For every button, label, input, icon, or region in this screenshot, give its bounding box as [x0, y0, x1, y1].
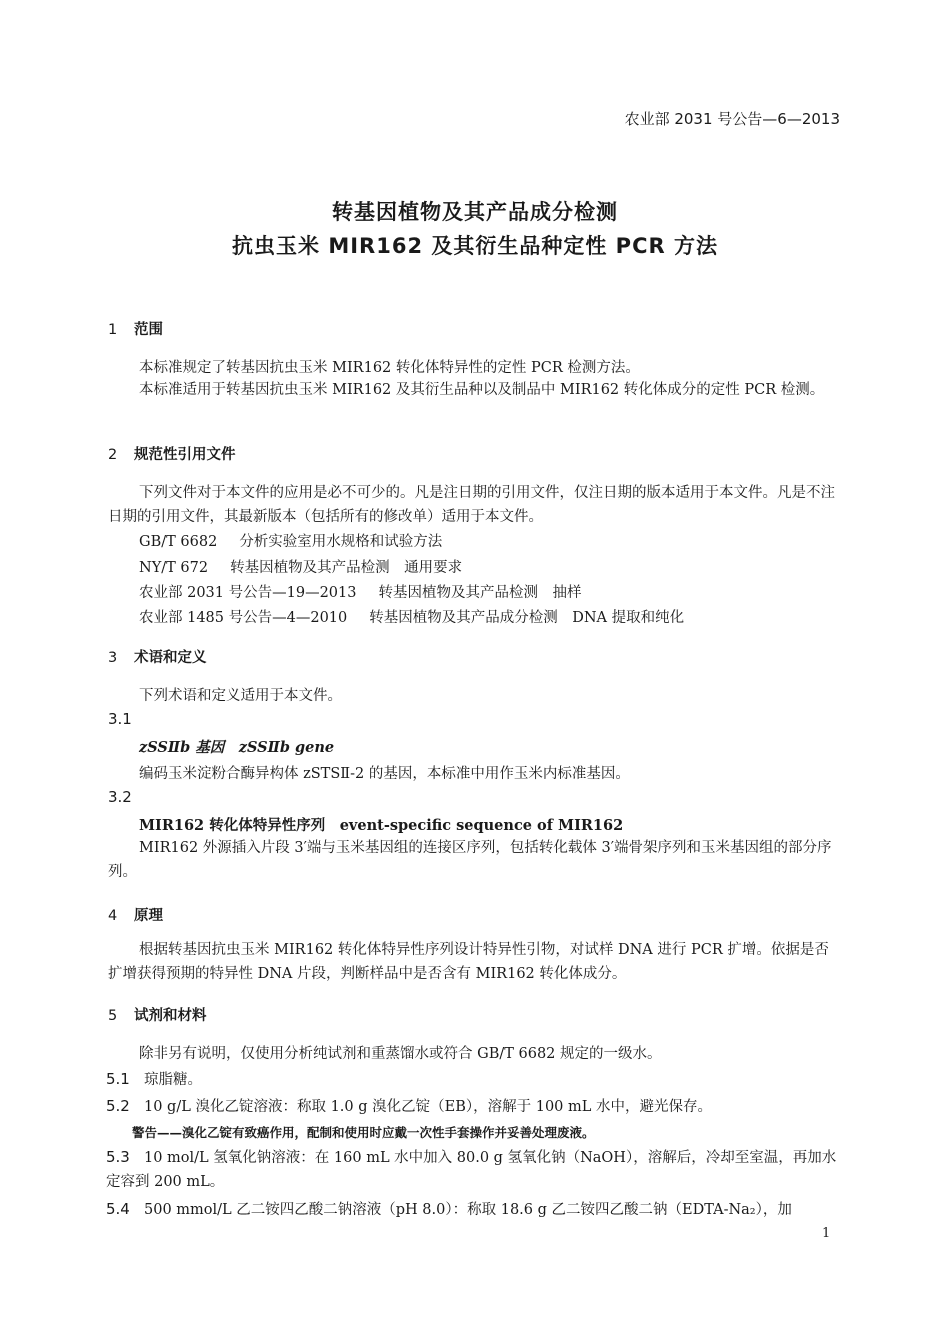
section-title: 原理 — [134, 908, 163, 924]
list-item — [106, 1068, 202, 1089]
section-3-heading — [108, 646, 207, 667]
reference-code: GB/T 6682 — [139, 534, 218, 550]
page-number: 1 — [822, 1226, 831, 1241]
reference-item — [139, 606, 684, 627]
subclause-number: 3.2 — [108, 788, 132, 806]
reference-code: 农业部 2031 号公告—19—2013 — [139, 585, 357, 601]
reference-title: 转基因植物及其产品检测 通用要求 — [230, 560, 463, 576]
term-definition: MIR162 外源插入片段 3′端与玉米基因组的连接区序列，包括转化载体 3′端骨架序列和玉米基因组的部分序列。 — [108, 840, 832, 880]
paragraph: 下列文件对于本文件的应用是必不可少的。凡是注日期的引用文件，仅注日期的版本适用于本文件。凡是不注日期的引用文件，其最新版本（包括所有的修改单）适用于本文件。 — [108, 485, 835, 525]
term-definition: 编码玉米淀粉合酶异构体 zSTSⅡ-2 的基因，本标准中用作玉米内标准基因。 — [139, 766, 630, 782]
item-number: 5.4 — [106, 1200, 130, 1218]
reference-code: 农业部 1485 号公告—4—2010 — [139, 610, 348, 626]
section-number: 3 — [108, 650, 118, 666]
warning-note: 警告——溴化乙锭有致癌作用，配制和使用时应戴一次性手套操作并妥善处理废液。 — [132, 1125, 595, 1140]
section-number: 5 — [108, 1008, 118, 1024]
reference-code: NY/T 672 — [139, 560, 209, 576]
section-number: 1 — [108, 322, 118, 338]
paragraph: 本标准适用于转基因抗虫玉米 MIR162 及其衍生品种以及制品中 MIR162 转化体成分的定性 PCR 检测。 — [139, 382, 825, 398]
section-number: 4 — [108, 908, 118, 924]
reference-item — [139, 556, 462, 577]
reference-item — [139, 530, 442, 551]
term-heading: MIR162 转化体特异性序列 event-specific sequence of MIR162 — [139, 817, 624, 834]
list-item — [106, 1095, 712, 1116]
reference-title: 转基因植物及其产品成分检测 DNA 提取和纯化 — [369, 610, 685, 626]
section-title: 术语和定义 — [134, 650, 207, 666]
section-title: 试剂和材料 — [134, 1008, 207, 1024]
item-text: 琼脂糖。 — [144, 1072, 202, 1088]
reference-title: 分析实验室用水规格和试验方法 — [239, 534, 443, 550]
reference-title: 转基因植物及其产品检测 抽样 — [378, 585, 582, 601]
item-number: 5.2 — [106, 1097, 130, 1115]
title-line-2: 抗虫玉米 MIR162 及其衍生品种定性 PCR 方法 — [232, 234, 718, 258]
paragraph: 根据转基因抗虫玉米 MIR162 转化体特异性序列设计特异性引物，对试样 DNA 进行 PCR 扩增。依据是否扩增获得预期的特异性 DNA 片段，判断样品中是否含有 MIR162 转化体成分。 — [108, 942, 829, 982]
section-1-heading — [108, 318, 163, 339]
item-text: 10 g/L 溴化乙锭溶液：称取 1.0 g 溴化乙锭（EB），溶解于 100 mL 水中，避光保存。 — [144, 1099, 713, 1115]
title-line-1: 转基因植物及其产品成分检测 — [332, 200, 618, 224]
term-heading: zSSⅡb 基因 zSSⅡb gene — [139, 739, 335, 756]
section-title: 范围 — [134, 322, 163, 338]
section-5-heading — [108, 1004, 207, 1025]
item-text: 500 mmol/L 乙二铵四乙酸二钠溶液（pH 8.0）：称取 18.6 g 乙二铵四乙酸二钠（EDTA-Na₂），加 — [144, 1202, 792, 1218]
paragraph: 本标准规定了转基因抗虫玉米 MIR162 转化体特异性的定性 PCR 检测方法。 — [139, 360, 640, 376]
section-2-heading — [108, 443, 236, 464]
section-number: 2 — [108, 447, 118, 463]
paragraph: 下列术语和定义适用于本文件。 — [139, 688, 342, 704]
list-item — [106, 1198, 792, 1219]
section-4-heading — [108, 904, 163, 925]
item-number: 5.3 — [106, 1148, 130, 1166]
subclause-number: 3.1 — [108, 710, 132, 728]
item-text: 10 mol/L 氢氧化钠溶液：在 160 mL 水中加入 80.0 g 氢氧化钠（NaOH），溶解后，冷却至室温，再加水定容到 200 mL。 — [106, 1150, 837, 1190]
reference-item — [139, 581, 581, 602]
document-code: 农业部 2031 号公告—6—2013 — [624, 110, 840, 128]
section-title: 规范性引用文件 — [134, 447, 236, 463]
item-number: 5.1 — [106, 1070, 130, 1088]
paragraph: 除非另有说明，仅使用分析纯试剂和重蒸馏水或符合 GB/T 6682 规定的一级水。 — [139, 1046, 662, 1062]
list-item — [106, 1145, 842, 1194]
